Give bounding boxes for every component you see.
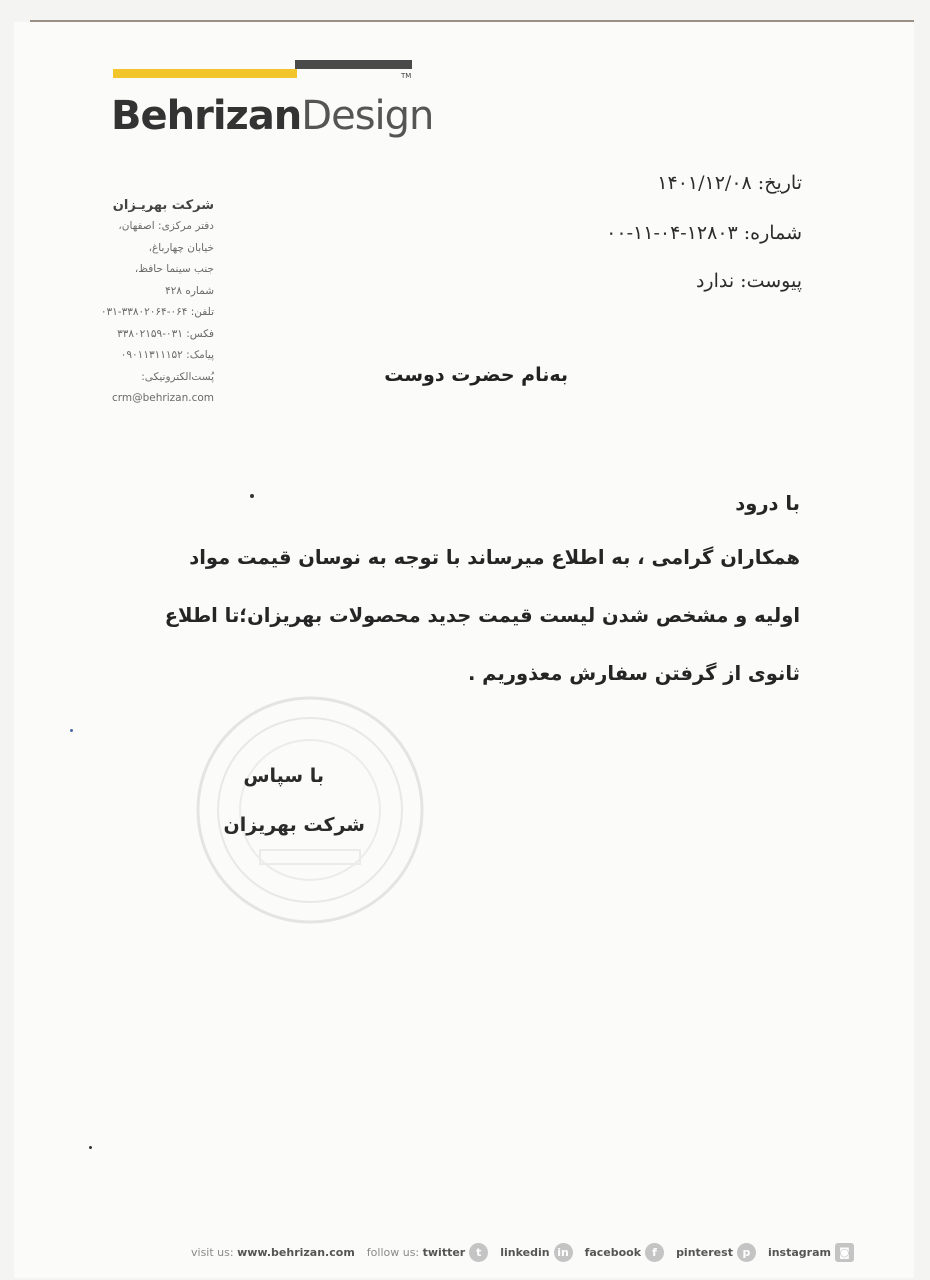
- instagram-icon[interactable]: ◙: [835, 1243, 854, 1262]
- pinterest-link[interactable]: pinterest: [676, 1245, 733, 1259]
- linkedin-link[interactable]: linkedin: [500, 1245, 550, 1259]
- embossed-seal: [190, 690, 430, 930]
- closing-line: با سپاس: [243, 765, 324, 787]
- brand-name-bold: Behrizan: [111, 93, 302, 139]
- ink-speck: [89, 1146, 92, 1149]
- pinterest-icon[interactable]: p: [737, 1243, 756, 1262]
- company-name: شرکت بهریـزان: [112, 198, 214, 213]
- facebook-icon[interactable]: f: [645, 1243, 664, 1262]
- fax-line: فکس: ۰۳۱-۳۳۸۰۲۱۵۹: [117, 327, 214, 340]
- body-line: ثانوی از گرفتن سفارش معذوریم .: [467, 662, 800, 685]
- brand-yellow-bar: [113, 69, 297, 78]
- follow-label: follow us:: [366, 1245, 420, 1259]
- facebook-link[interactable]: facebook: [584, 1245, 642, 1259]
- address-line: جنب سینما حافظ،: [134, 263, 214, 275]
- brand-gray-bar: [295, 60, 412, 69]
- website-link[interactable]: www.behrizan.com: [237, 1245, 355, 1259]
- brand-logo: [111, 92, 433, 140]
- letter-heading: به‌نام حضرت دوست: [384, 364, 568, 386]
- linkedin-icon[interactable]: in: [554, 1243, 573, 1262]
- address-line: دفتر مرکزی: اصفهان،: [118, 220, 214, 232]
- trademark-mark: TM: [401, 72, 412, 80]
- instagram-link[interactable]: instagram: [767, 1245, 831, 1259]
- letter-date: تاریخ: ۱۴۰۱/۱۲/۰۸: [657, 172, 802, 194]
- greeting-line: با درود: [735, 492, 800, 515]
- body-line: اولیه و مشخص شدن لیست قیمت جدید محصولات بهریزان؛تا اطلاع: [164, 604, 800, 627]
- brand-name-light: Design: [301, 93, 434, 139]
- company-contact-block: [64, 196, 214, 410]
- twitter-link[interactable]: twitter: [422, 1245, 466, 1259]
- email-label: پُست‌الکترونیکی:: [141, 370, 214, 383]
- ink-speck: [250, 494, 254, 498]
- twitter-icon[interactable]: t: [469, 1243, 488, 1262]
- address-line: خیابان چهارباغ،: [148, 241, 214, 254]
- signature-company: شرکت بهریزان: [223, 814, 365, 836]
- body-line: همکاران گرامی ، به اطلاع میرساند با توجه به نوسان قیمت مواد: [189, 546, 800, 569]
- sms-line: پیامک: ۰۹۰۱۱۳۱۱۱۵۲: [120, 349, 214, 361]
- visit-label: visit us:: [191, 1245, 234, 1259]
- page-edge-divider: [30, 20, 914, 22]
- address-line: شماره ۴۲۸: [165, 284, 214, 297]
- letter-number: شماره: ۱۲۸۰۳-۰۴-۱۱-۰۰: [606, 222, 802, 244]
- letter-attachment: پیوست: ندارد: [695, 270, 802, 292]
- ink-speck: [70, 729, 73, 732]
- letter-footer: [191, 1240, 854, 1264]
- phone-line: تلفن: ۰۶۴-۳۳۸۰۲۰۶۴-۰۳۱: [100, 306, 214, 318]
- email-address: crm@behrizan.com: [111, 392, 214, 404]
